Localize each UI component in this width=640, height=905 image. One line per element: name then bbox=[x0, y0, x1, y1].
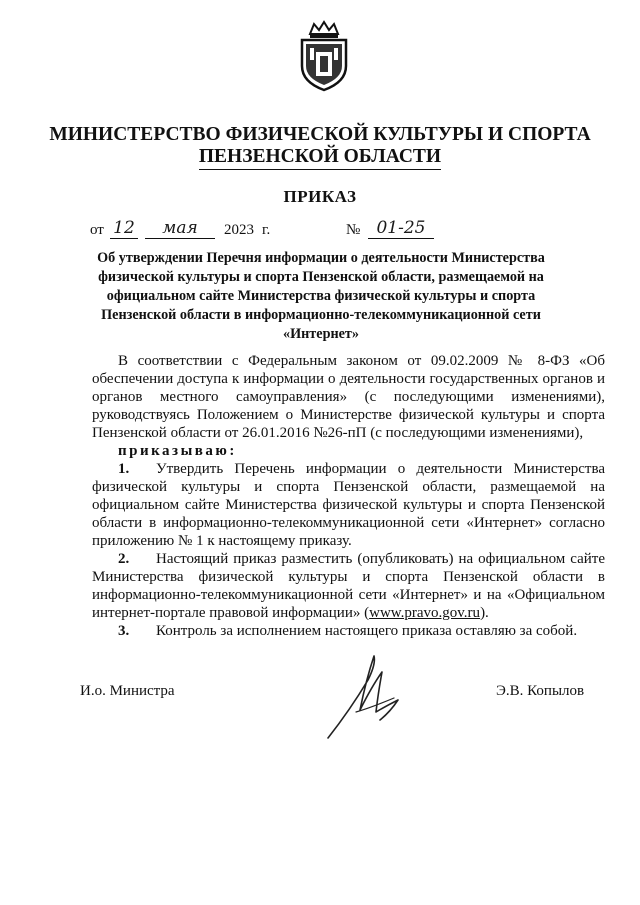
coat-of-arms-icon bbox=[296, 20, 352, 92]
date-year: 2023 bbox=[224, 222, 254, 238]
item-3-text: Контроль за исполнением настоящего приказа оставляю за собой. bbox=[156, 623, 578, 639]
date-row bbox=[0, 220, 640, 244]
order-number: 01-25 bbox=[368, 218, 434, 239]
item-2-number: 2. bbox=[118, 551, 130, 567]
signatory-position: И.о. Министра bbox=[80, 683, 175, 699]
handwritten-signature-icon bbox=[320, 650, 410, 745]
order-title: ПРИКАЗ bbox=[283, 187, 357, 206]
ministry-name bbox=[40, 124, 600, 170]
order-number-label: № bbox=[346, 222, 361, 238]
order-body bbox=[92, 352, 605, 640]
item-1-number: 1. bbox=[118, 461, 130, 477]
date-month: мая bbox=[145, 218, 215, 239]
order-word: приказываю: bbox=[118, 443, 237, 459]
item-3-number: 3. bbox=[118, 623, 130, 639]
signatory-name: Э.В. Копылов bbox=[496, 683, 585, 699]
preamble: В соответствии с Федеральным законом от 09.02.2009 № 8-ФЗ «Об обеспечении доступа к информации о деятельности государственных органов и органов местного самоуправления» (с последующими изменениями), руководствуясь Положением о Министерстве физической культуры и спорта Пензенской области от 26.01.2016 №26-пП (с последующими изменениями), bbox=[92, 353, 605, 441]
item-1-text: Утвердить Перечень информации о деятельности Министерства физической культуры и спорта Пензенской области, размещаемой на официальном сайте Министерства физической культуры и спорта Пензенской области в информационно-телекоммуникационной сети «Интернет» согласно приложению № 1 к настоящему приказу. bbox=[92, 461, 605, 549]
item-1 bbox=[92, 460, 605, 550]
item-2 bbox=[92, 550, 605, 622]
ministry-name-line1: МИНИСТЕРСТВО ФИЗИЧЕСКОЙ КУЛЬТУРЫ И СПОРТА bbox=[49, 124, 591, 145]
order-subject: Об утверждении Перечня информации о деятельности Министерства физической культуры и спорта Пензенской области, размещаемой на официальном сайте Министерства физической культуры и спорта Пензенской области в информационно-телекоммуникационной сети «Интернет» bbox=[97, 250, 545, 342]
ministry-name-line2: ПЕНЗЕНСКОЙ ОБЛАСТИ bbox=[199, 146, 441, 170]
pravo-link[interactable]: www.pravo.gov.ru bbox=[369, 605, 481, 621]
date-year-suffix: г. bbox=[262, 222, 271, 238]
date-day: 12 bbox=[110, 218, 138, 239]
item-2-text-end: ). bbox=[480, 605, 489, 621]
item-3 bbox=[92, 622, 605, 640]
date-from-label: от bbox=[90, 222, 104, 238]
item-2-text: Настоящий приказ разместить (опубликовать) на официальном сайте Министерства физической культуры и спорта Пензенской области в информационно-телекоммуникационной сети «Интернет» и на «Официальном интернет-портале правовой информации» ( bbox=[92, 551, 605, 621]
